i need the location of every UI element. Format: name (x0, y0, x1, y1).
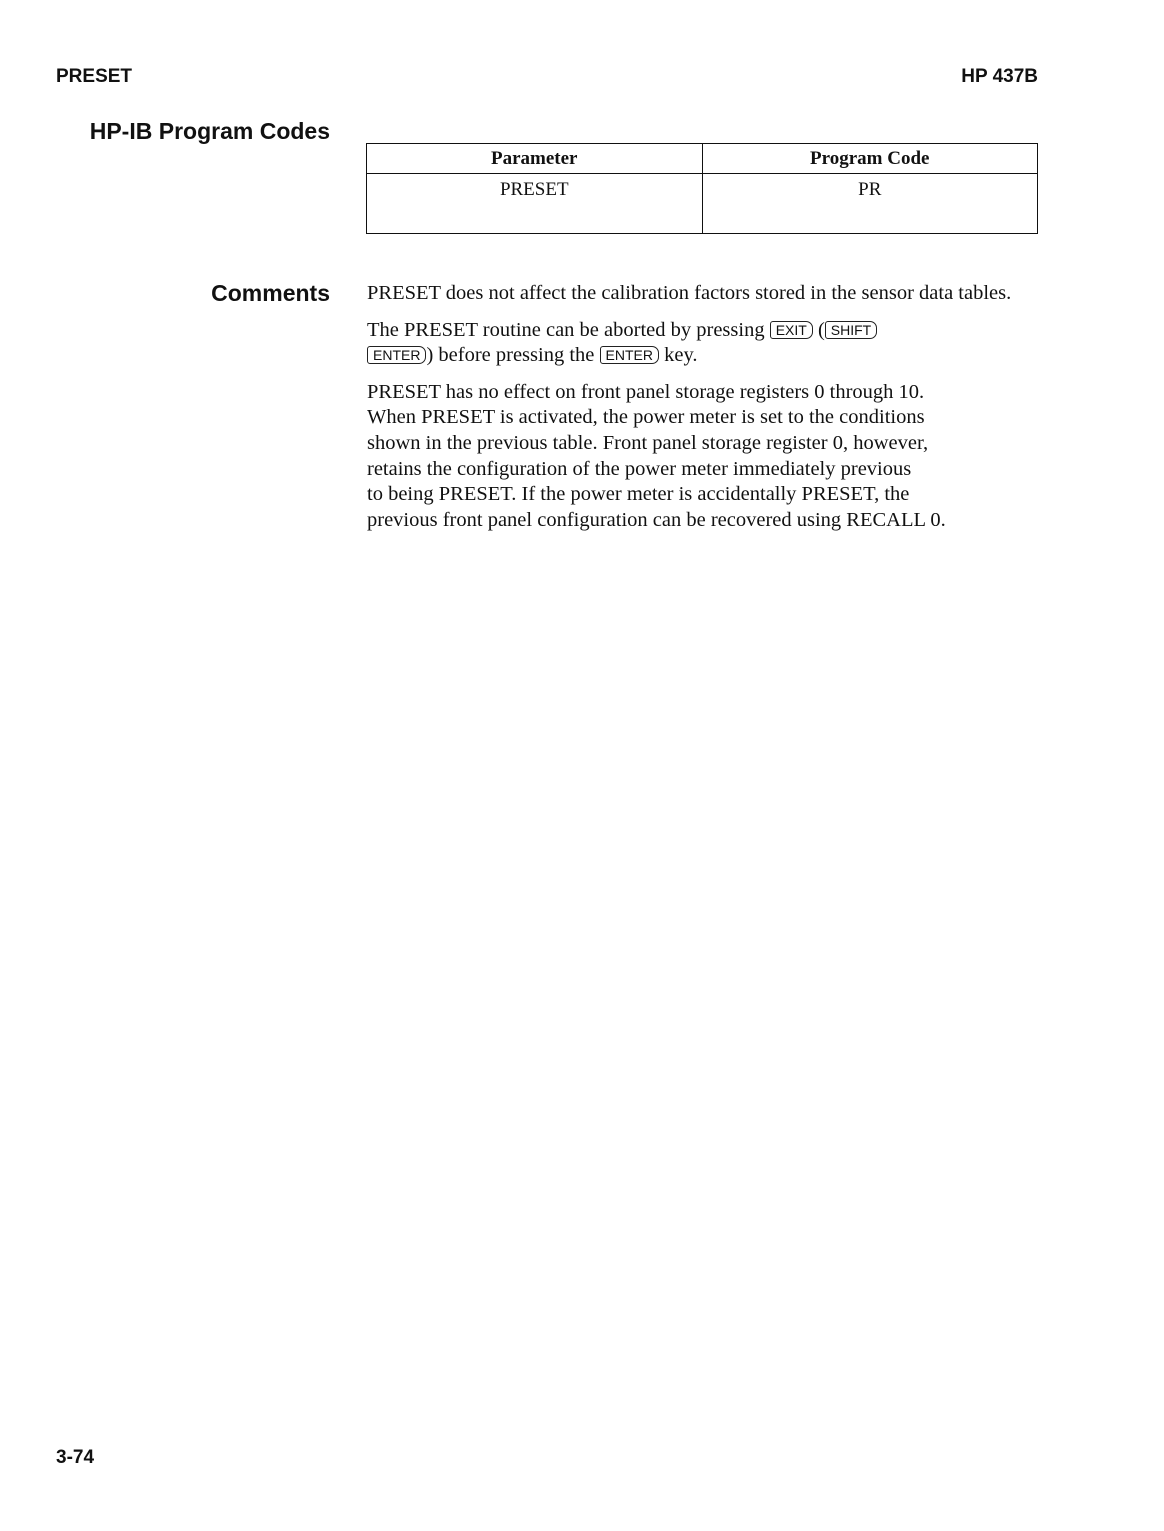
line: previous front panel configuration can be recovered using RECALL 0. (367, 508, 946, 531)
page-number: 3-74 (56, 1447, 95, 1468)
comment-paragraph-1: PRESET does not affect the calibration factors stored in the sensor data tables. (367, 282, 1012, 304)
running-header-right: HP 437B (961, 66, 1038, 87)
text: ) before pressing the (426, 344, 595, 367)
line: PRESET has no effect on front panel storage registers 0 through 10. (367, 380, 925, 403)
enter-key-glyph: ENTER (367, 346, 426, 364)
cell-parameter: PRESET (367, 174, 703, 234)
program-code-table (366, 143, 1038, 234)
line: retains the configuration of the power meter immediately previous (367, 457, 912, 480)
table-header-row (367, 144, 1038, 174)
table-row (367, 174, 1038, 234)
comment-paragraph-2 (367, 318, 1047, 369)
column-header-parameter: Parameter (367, 144, 703, 174)
column-header-program-code: Program Code (702, 144, 1038, 174)
line: to being PRESET. If the power meter is accidentally PRESET, the (367, 483, 910, 506)
text: key. (664, 344, 698, 367)
text: ( (817, 318, 825, 341)
shift-key-glyph: SHIFT (825, 321, 877, 339)
section-heading-program-codes: HP-IB Program Codes (89, 118, 330, 144)
line: shown in the previous table. Front panel storage register 0, however, (367, 431, 929, 454)
line: When PRESET is activated, the power meter is set to the conditions (367, 406, 925, 429)
running-header-left: PRESET (56, 66, 133, 87)
section-heading-comments: Comments (211, 280, 330, 306)
enter-key-glyph: ENTER (600, 346, 659, 364)
comments-body (367, 281, 1047, 544)
cell-program-code: PR (702, 174, 1038, 234)
comment-paragraph-3 (367, 380, 1047, 534)
exit-key-glyph: EXIT (770, 321, 813, 339)
text: The PRESET routine can be aborted by pressing (367, 318, 765, 341)
